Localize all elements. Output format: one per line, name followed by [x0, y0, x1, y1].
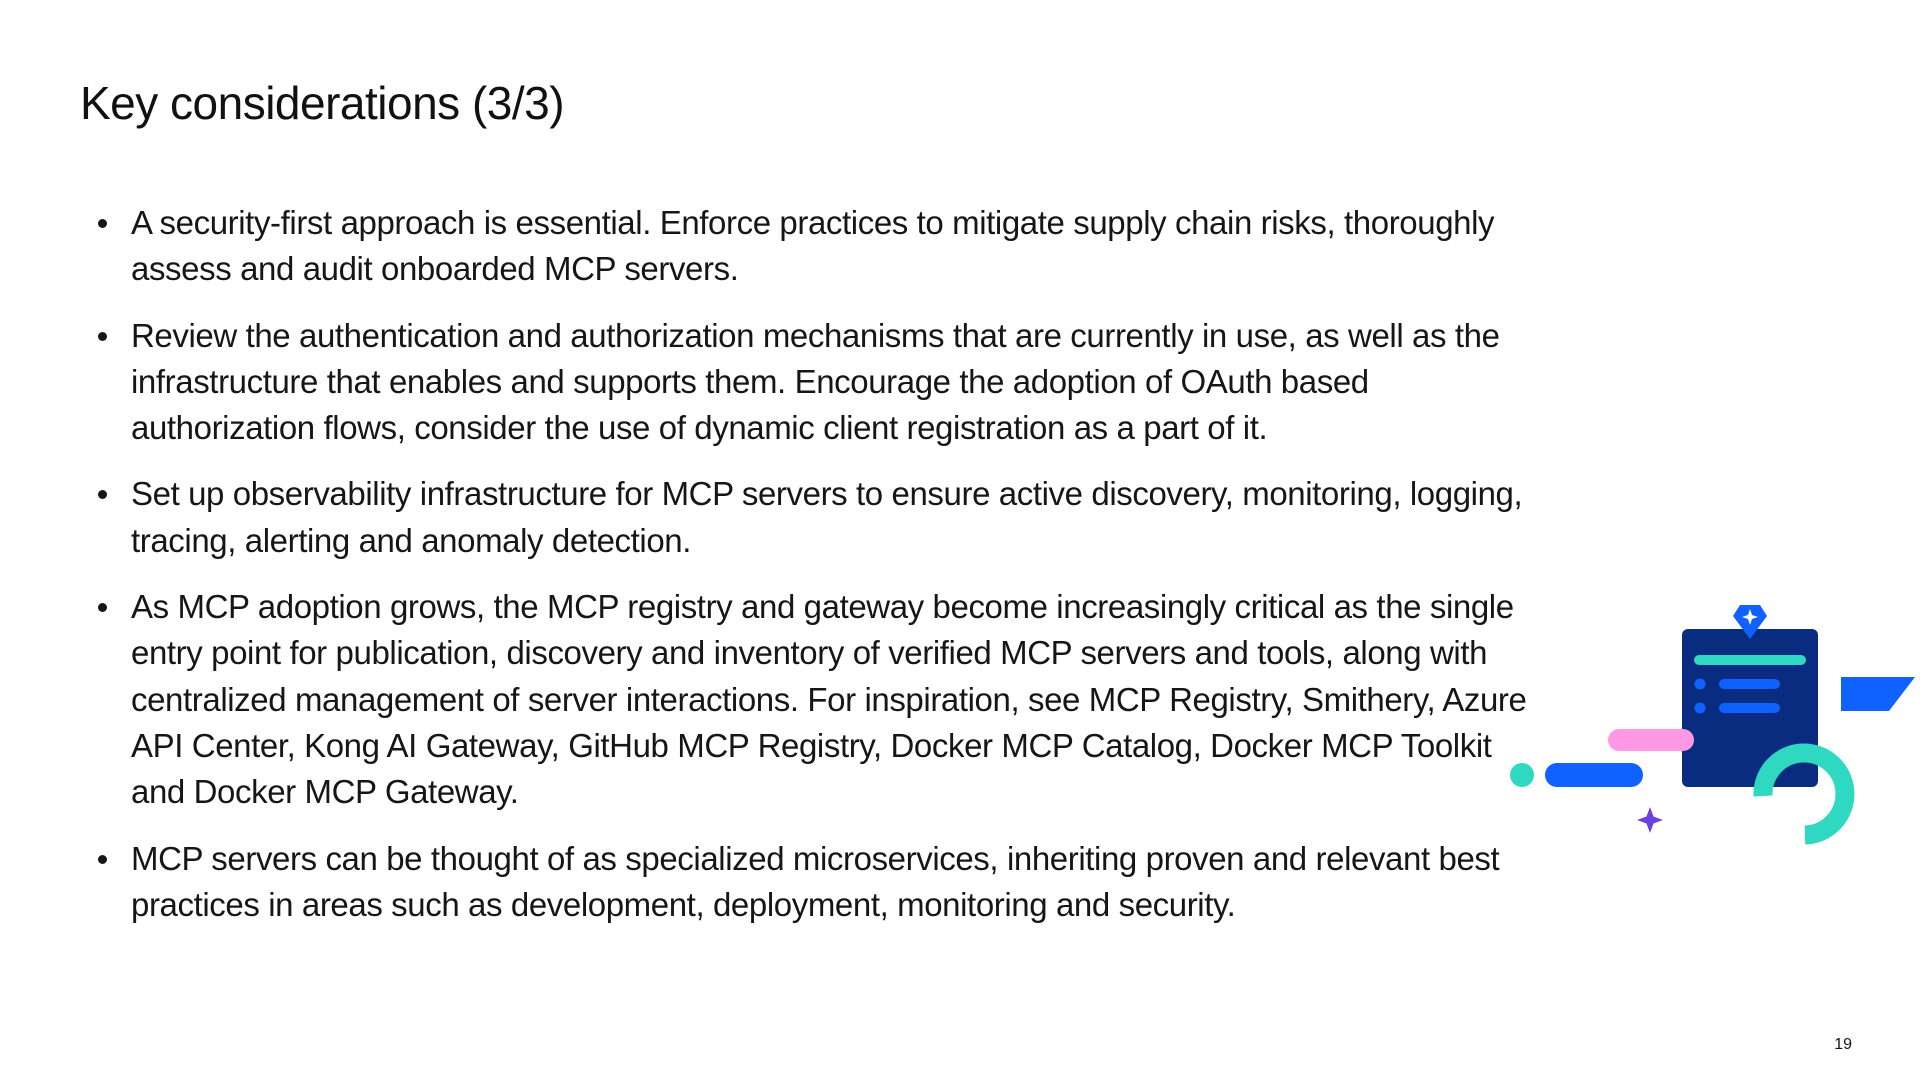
list-line: [1719, 679, 1780, 689]
blue-pill: [1545, 763, 1643, 787]
bullet-dot-icon: [98, 332, 107, 341]
bullet-dot-icon: [98, 603, 107, 612]
clipboard-header-line: [1694, 655, 1806, 665]
pink-pill: [1608, 729, 1694, 751]
blue-flag-icon: [1841, 677, 1915, 711]
list-line: [1719, 703, 1780, 713]
slide-title: Key considerations (3/3): [80, 77, 565, 129]
bullet-list: [96, 200, 1536, 948]
bullet-item: [96, 836, 1536, 929]
bullet-text: Set up observability infrastructure for MCP servers to ensure active discovery, monitoring, logging, tracing, alerting and anomaly detection.: [131, 475, 1523, 559]
bullet-item: [96, 200, 1536, 293]
teal-dot: [1510, 763, 1534, 787]
sparkle-star-icon: [1637, 807, 1663, 833]
bullet-item: [96, 313, 1536, 452]
bullet-dot-icon: [98, 219, 107, 228]
bullet-text: MCP servers can be thought of as specialized microservices, inheriting proven and relevant best practices in areas such as development, deployment, monitoring and security.: [131, 839, 1500, 923]
registry-clipboard-illustration-icon: [1500, 595, 1920, 855]
bullet-item: [96, 584, 1536, 815]
list-bullet: [1695, 679, 1706, 690]
bullet-text: Review the authentication and authorization mechanisms that are currently in use, as well as the infrastructure that enables and supports them. Encourage the adoption of OAuth based authorization flows, consider the use of dynamic client registration as a part of it.: [131, 316, 1500, 447]
bullet-item: [96, 471, 1536, 564]
bullet-text: As MCP adoption grows, the MCP registry and gateway become increasingly critical as the single entry point for publication, discovery and inventory of verified MCP servers and tools, along with centralized management of server interactions. For inspiration, see MCP Registry, Smithery, Azure API Center, Kong AI Gateway, GitHub MCP Registry, Docker MCP Catalog, Docker MCP Toolkit and Docker MCP Gateway.: [131, 588, 1527, 811]
bullet-dot-icon: [98, 855, 107, 864]
page-number: 19: [1834, 1036, 1852, 1053]
list-bullet: [1695, 703, 1706, 714]
bullet-text: A security-first approach is essential. Enforce practices to mitigate supply chain risks, thoroughly assess and audit onboarded MCP servers.: [131, 204, 1495, 288]
bullet-dot-icon: [98, 490, 107, 499]
